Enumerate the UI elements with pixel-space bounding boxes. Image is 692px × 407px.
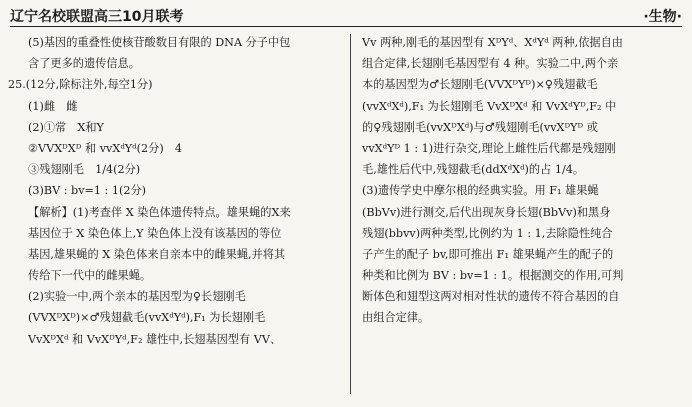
text-line: 组合定律,长翅刚毛基因型有 4 种。实验二中,两个亲 — [362, 57, 619, 71]
text-line: (VVXᴰXᴰ)×♂残翅截毛(vvXᵈYᵈ),F₁ 为长翅刚毛 — [28, 311, 266, 325]
exam-title: 辽宁名校联盟高三10月联考 — [10, 9, 184, 25]
text-line: Vv 两种,刚毛的基因型有 XᴰYᵈ、XᵈYᵈ 两种,依据自由 — [362, 36, 623, 49]
answer-line: (1)雌 雌 — [28, 99, 78, 113]
answer-line: (3)BV : bv=1 : 1(2分) — [28, 184, 147, 198]
text-line: 本的基因型为♂长翅刚毛(VVXᴰYᴰ)×♀残翅截毛 — [362, 78, 598, 92]
right-column — [362, 32, 680, 329]
text-line: 断体色和翅型这两对相对性状的遗传不符合基因的自 — [362, 290, 620, 304]
text-line: 种类和比例为 BV : bv=1 : 1。根据测交的作用,可判 — [362, 269, 624, 283]
answer-line: ②VVXᴰXᴰ 和 vvXᵈYᵈ(2分) 4 — [28, 141, 182, 155]
text-line: 毛,雄性后代中,残翅截毛(ddXᵈXᵈ)的占 1/4。 — [362, 163, 585, 177]
text-line: (3)遗传学史中摩尔根的经典实验。用 F₁ 雄果蝇 — [362, 184, 599, 198]
page-header — [10, 6, 682, 27]
text-line: 由组合定律。 — [362, 311, 430, 325]
text-line: 含了更多的遗传信息。 — [28, 57, 140, 71]
text-line: 残翅(bbvv)两种类型,比例约为 1 : 1,去除隐性纯合 — [362, 226, 613, 240]
text-line: 传给下一代中的雌果蝇。 — [28, 269, 152, 283]
analysis-line: 【解析】(1)考查伴 X 染色体遗传特点。雄果蝇的X来 — [28, 205, 291, 219]
text-line: (BbVv)进行测交,后代出现灰身长翅(BbVv)和黑身 — [362, 205, 611, 219]
column-divider — [350, 34, 351, 394]
text-line: 基因,雄果蝇的 X 染色体来自亲本中的雌果蝇,并将其 — [28, 247, 286, 261]
text-line: (5)基因的重叠性使核苷酸数目有限的 DNA 分子中包 — [28, 36, 291, 49]
text-line: (2)实验一中,两个亲本的基因型为♀长翅刚毛 — [28, 290, 246, 304]
text-line: 基因位于 X 染色体上,Y 染色体上没有该基因的等位 — [28, 226, 282, 240]
text-line: 的♀残翅刚毛(vvXᴰXᵈ)与♂残翅刚毛(vvXᴰYᴰ 或 — [362, 120, 598, 134]
question-heading: 25.(12分,除标注外,每空1分) — [8, 78, 153, 92]
text-line: (vvXᵈXᵈ),F₁ 为长翅刚毛 VvXᴰXᵈ 和 VvXᵈYᴰ,F₂ 中 — [362, 99, 617, 113]
text-line: 子产生的配子 bv,即可推出 F₁ 雄果蝇产生的配子的 — [362, 247, 614, 261]
subject-label: ·生物· — [643, 9, 682, 25]
text-line: vvXᵈYᴰ 1 : 1)进行杂交,理论上雌性后代都是残翅刚 — [362, 141, 616, 155]
text-line: VvXᴰXᵈ 和 VvXᴰYᵈ,F₂ 雄性中,长翅基因型有 VV、 — [28, 332, 282, 346]
answer-line: ③残翅刚毛 1/4(2分) — [28, 163, 141, 177]
left-column — [8, 32, 346, 350]
answer-line: (2)①常 X和Y — [28, 120, 104, 134]
